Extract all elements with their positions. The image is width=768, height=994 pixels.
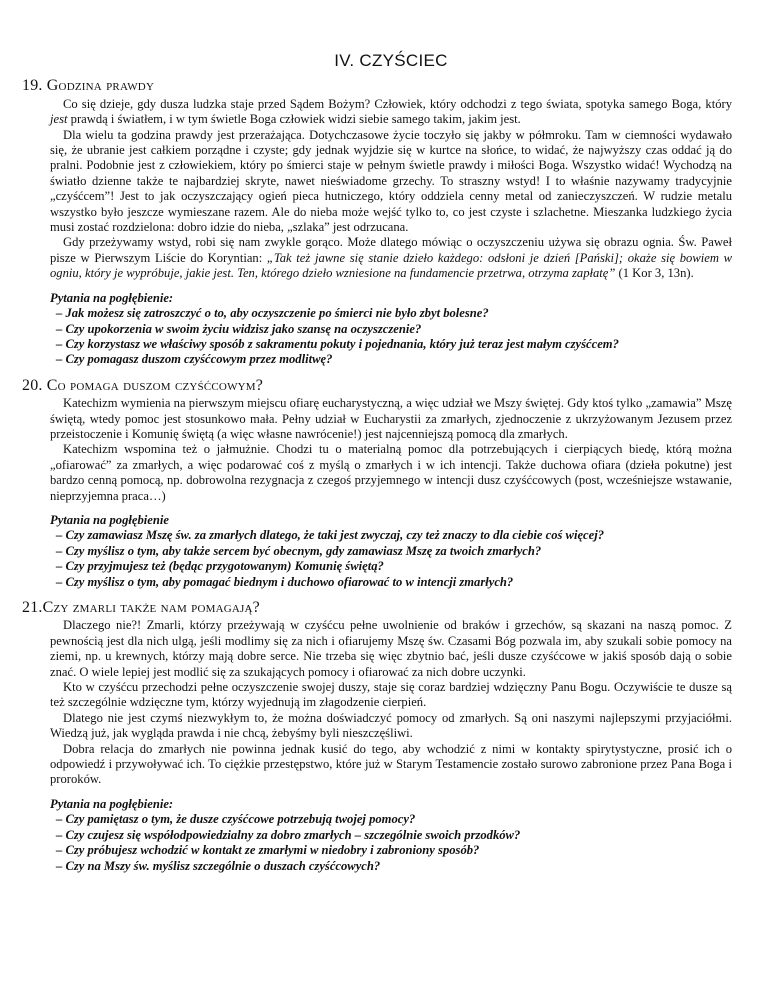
question-item: – Czy próbujesz wchodzić w kontakt ze zmarłymi w niedobry i zabroniony sposób?: [56, 843, 480, 858]
question-item: – Czy upokorzenia w swoim życiu widzisz jako szansę na oczyszczenie?: [56, 321, 422, 336]
emphasis-text: jest: [50, 112, 68, 127]
question-item: – Czy pomagasz duszom czyśćcowym przez modlitwę?: [56, 352, 333, 367]
question-item: – Czy zamawiasz Mszę św. za zmarłych dlatego, że taki jest zwyczaj, czy też znaczy to dla ciebie coś więcej?: [56, 528, 605, 543]
question-item: – Czy na Mszy św. myślisz szczególnie o duszach czyśćcowych?: [56, 858, 381, 873]
scripture-quote: „Tak też jawne się stanie dzieło każdego: odsłoni je dzień [Pański]; okaże się bowiem w ogniu, który je wypróbuje, jakie jest. Ten, którego dzieło wzniesione na fundamencie przetrwa, otrzyma zapłatę”: [50, 250, 732, 281]
paragraph: [50, 97, 732, 128]
question-item: – Czy pamiętasz o tym, że dusze czyśćcowe potrzebują twojej pomocy?: [56, 812, 416, 827]
paragraph: [50, 235, 732, 281]
paragraph-text: (1 Kor 3, 13n).: [615, 266, 694, 281]
question-item: – Czy czujesz się współodpowiedzialny za dobro zmarłych – szczególnie swoich przodków?: [56, 827, 521, 842]
section-19: [22, 77, 732, 367]
paragraph: Dlatego nie jest czymś niezwykłym to, że można doświadczyć pomocy od zmarłych. Są oni naszymi najlepszymi przyjaciółmi. Wiedzą już, jak wygląda prawda i nie chcą, żebyśmy byli nieszczęśliwi.: [50, 710, 732, 741]
question-item: – Czy przyjmujesz też (będąc przygotowanym) Komunię świętą?: [56, 559, 384, 574]
paragraph: Kto w czyśćcu przechodzi pełne oczyszczenie swojej duszy, staje się coraz bardziej wdzięczny Panu Bogu. Oczywiście te dusze są też szczególnie wdzięczne tym, którzy wyjednują im złagodzenie cierpień.: [50, 680, 732, 710]
paragraph-text: prawdą i światłem, i w tym świetle Boga człowiek widzi siebie samego takim, jakim jest.: [67, 112, 521, 127]
paragraph-text: Co się dzieje, gdy dusza ludzka staje przed Sądem Bożym? Człowiek, który odchodzi z tego świata, spotyka samego Boga, który: [63, 96, 732, 111]
section-21: [22, 599, 732, 874]
questions-heading: Pytania na pogłębienie: [50, 512, 169, 527]
paragraph: Dobra relacja do zmarłych nie powinna jednak kusić do tego, aby wchodzić z nimi w kontakty spirytystyczne, prosić ich o odpowiedź i przywoływać ich. To ciężkie przestępstwo, które już w Starym Testamencie zostało surowo zabronione przez Pana Boga i proroków.: [50, 741, 732, 787]
paragraph-text: Gdy przeżywamy wstyd, robi się nam zwykle gorąco. Może dlatego mówiąc o oczyszczeniu używa się obrazu ognia. Św. Paweł pisze w Pierwszym Liście do Koryntian:: [50, 235, 732, 265]
section-heading: 20. Co pomaga duszom czyśćcowym?: [22, 376, 264, 394]
question-item: – Jak możesz się zatroszczyć o to, aby oczyszczenie po śmierci nie było zbyt bolesne?: [56, 306, 489, 321]
paragraph: Katechizm wspomina też o jałmużnie. Chodzi tu o materialną pomoc dla potrzebujących i cierpiących biedę, którą można „ofiarować” za zmarłych, a więc podarować coś z myślą o zmarłych i w ich intencji. Także duchowa ofiara (dzieła pokutne) jest bardzo cenną pomocą, np. dobrowolna rezygnacja z czegoś przyjemnego w intencji dusz czyśćcowych (post, wcześniejsze wstawanie, nieprzyjemna praca…): [50, 442, 732, 503]
questions-heading: Pytania na pogłębienie:: [50, 796, 174, 811]
questions-heading: Pytania na pogłębienie:: [50, 290, 174, 305]
question-item: – Czy korzystasz we właściwy sposób z sakramentu pokuty i pojednania, który już teraz jest małym czyśćcem?: [56, 336, 619, 351]
questions-block: [50, 513, 732, 590]
section-heading: 21.Czy zmarli także nam pomagają?: [22, 599, 260, 616]
section-20: [22, 376, 732, 590]
question-item: – Czy myślisz o tym, aby pomagać biednym i duchowo ofiarować to w intencji zmarłych?: [56, 574, 514, 589]
questions-block: [50, 291, 732, 368]
paragraph: Dlaczego nie?! Zmarli, którzy przeżywają w czyśćcu pełne uwolnienie od braków i grzechów, są skazani na naszą pomoc. Z pewnością jest dla nich ulgą, jeśli modlimy się za nich i ofiarujemy Mszę św. Czasami Bóg pozwala im, aby szukali sobie pomocy na ziemi, np. u krewnych, którzy mają dobre serce. Nie trzeba się więc zbytnio bać, jeśli dusze czyśćcowe w jakiś sposób dają o sobie znać. O wiele lepiej jest modlić się za szukających pomocy i ofiarować za nich dobre uczynki.: [50, 618, 732, 679]
paragraph: Dla wielu ta godzina prawdy jest przerażająca. Dotychczasowe życie toczyło się jakby w półmroku. Tam w ciemności wydawało się, że ubranie jest całkiem porządne i czyste; gdy jednak wyjdzie się w kurtce na słońce, to widać, że najwyższy czas oddać ją do pralni. Podobnie jest z człowiekiem, który po śmierci staje w pełnym świetle prawdy i miłości Boga. Wszystko widać! Wychodzą na światło dzienne także te najbardziej skryte, nawet nieświadome grzechy. To straszny wstyd! I to właśnie nazywamy tradycyjnie „czyśćcem”! Jest to jak oczyszczający ogień pieca hutniczego, który oddziela cenny metal od zanieczyszczeń. W rudzie metalu wszystko było jeszcze wymieszane razem. Ale do nieba może wejść tylko to, co jest czyste i szlachetne. Mieszanka ludzkiego życia musi zostać rozdzielona: dobro idzie do nieba, „szlaka” jest odrzucana.: [50, 127, 732, 235]
questions-block: [50, 797, 732, 874]
paragraph: Katechizm wymienia na pierwszym miejscu ofiarę eucharystyczną, a więc udział we Mszy świętej. Gdy ktoś tylko „zamawia” Mszę świętą, wtedy pomoc jest stosunkowo mała. Pełny udział w Eucharystii za zmarłych, zjednoczenie z ukrzyżowanym Jezusem przez przeistoczenie i Komunię świętą (a więc własne nawrócenie!) jest najcenniejszą pomocą dla zmarłych.: [50, 396, 732, 441]
section-heading: 19. Godzina prawdy: [22, 77, 155, 95]
question-item: – Czy myślisz o tym, aby także sercem być obecnym, gdy zamawiasz Mszę za twoich zmarłych?: [56, 543, 542, 558]
page-title: IV. CZYŚCIEC: [334, 51, 448, 70]
